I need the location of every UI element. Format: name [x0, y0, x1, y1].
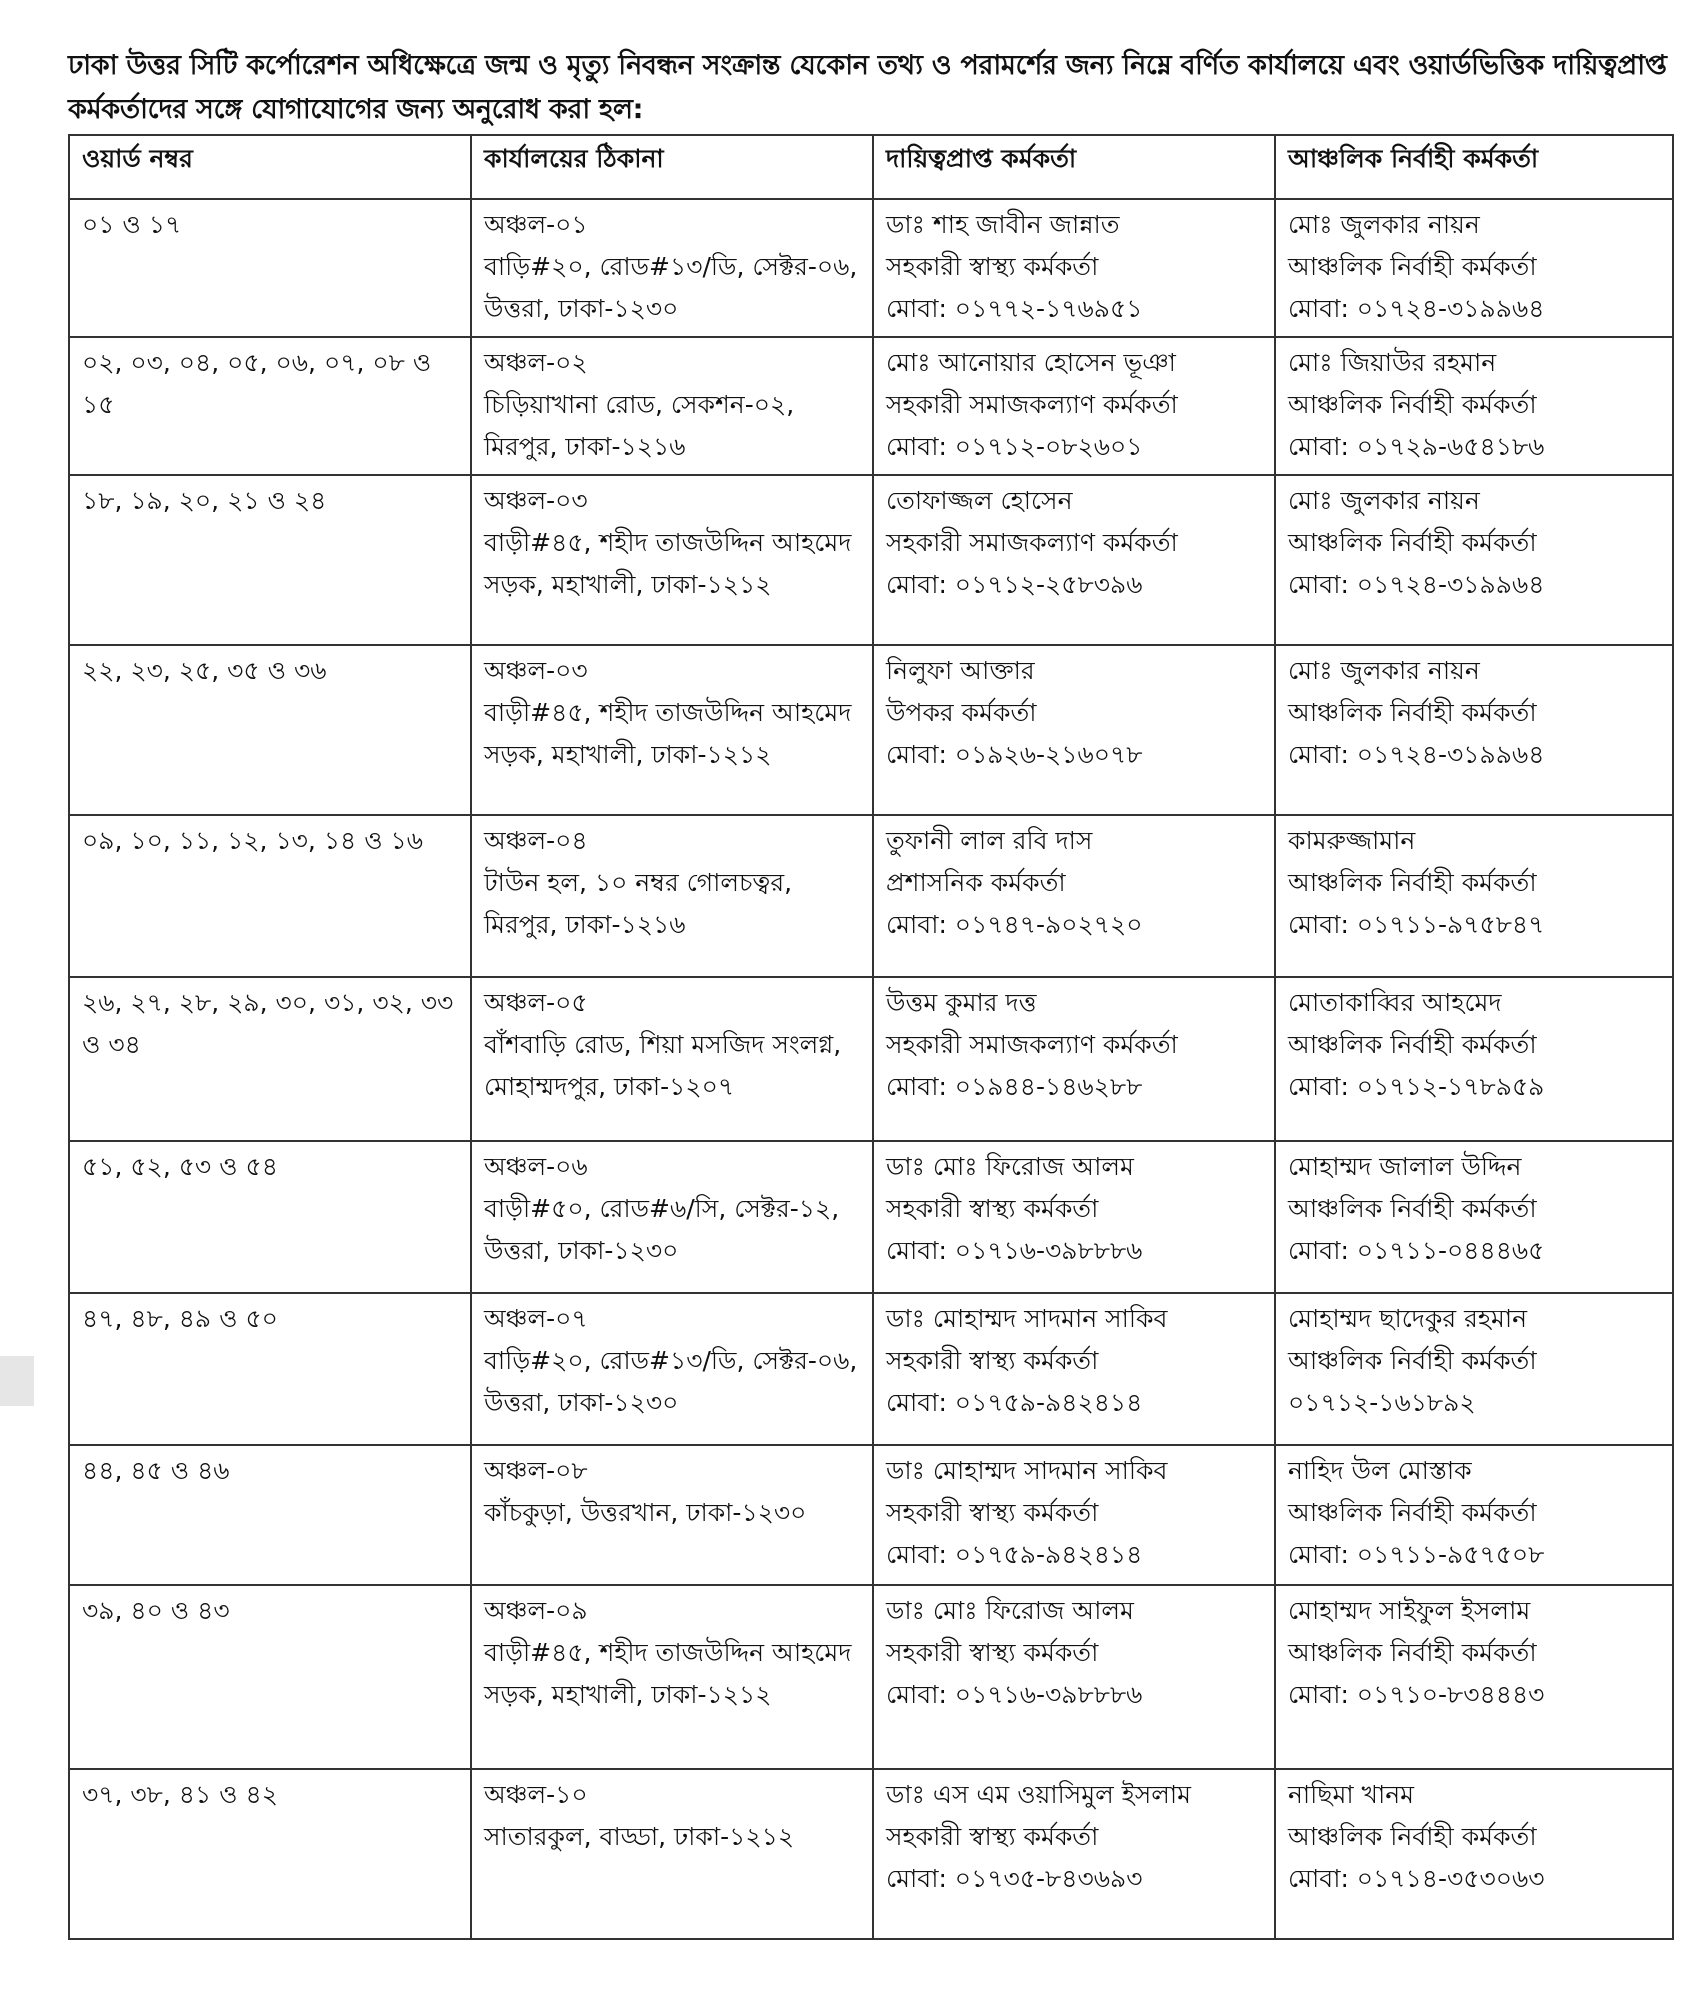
- responsible-officer-cell: [873, 1141, 1275, 1293]
- ward-numbers: ৩৭, ৩৮, ৪১ ও ৪২: [82, 1780, 278, 1809]
- zone-name: অঞ্চল-০৩: [484, 656, 588, 685]
- ward-numbers: ৪৪, ৪৫ ও ৪৬: [82, 1456, 230, 1485]
- officer-name: ডাঃ মোহাম্মদ সাদমান সাকিব: [886, 1456, 1168, 1485]
- responsible-officer-cell: [873, 1445, 1275, 1585]
- officer-designation: সহকারী স্বাস্থ্য কর্মকর্তা: [886, 1822, 1099, 1851]
- office-address-cell: [471, 337, 873, 475]
- ward-cell: [69, 1585, 471, 1769]
- table-row: [69, 977, 1673, 1141]
- officer-contact-table: [68, 134, 1674, 1940]
- ward-numbers: ০৯, ১০, ১১, ১২, ১৩, ১৪ ও ১৬: [82, 826, 424, 855]
- header-office-address: কার্যালয়ের ঠিকানা: [471, 135, 873, 199]
- executive-phone: মোবা: ০১৭১৪-৩৫৩০৬৩: [1288, 1864, 1545, 1893]
- header-ward-number: ওয়ার্ড নম্বর: [69, 135, 471, 199]
- office-address: বাড়ি#২০, রোড#১৩/ডি, সেক্টর-০৬, উত্তরা, ঢাকা-১২৩০: [484, 252, 858, 323]
- officer-phone: মোবা: ০১৭৩৫-৮৪৩৬৯৩: [886, 1864, 1143, 1893]
- zone-name: অঞ্চল-০৭: [484, 1304, 588, 1333]
- officer-name: ডাঃ শাহ জাবীন জান্নাত: [886, 210, 1120, 239]
- executive-name: মোঃ জুলকার নায়ন: [1288, 656, 1480, 685]
- responsible-officer-cell: [873, 1585, 1275, 1769]
- office-address: চিড়িয়াখানা রোড, সেকশন-০২, মিরপুর, ঢাকা-১২১৬: [484, 390, 795, 461]
- header-responsible-officer: দায়িত্বপ্রাপ্ত কর্মকর্তা: [873, 135, 1275, 199]
- officer-name: তোফাজ্জল হোসেন: [886, 486, 1073, 515]
- zone-name: অঞ্চল-০৩: [484, 486, 588, 515]
- ward-numbers: ৩৯, ৪০ ও ৪৩: [82, 1596, 230, 1625]
- executive-phone: মোবা: ০১৭২৪-৩১৯৯৬৪: [1288, 740, 1545, 769]
- executive-name: মোঃ জুলকার নায়ন: [1288, 210, 1480, 239]
- officer-phone: মোবা: ০১৯২৬-২১৬০৭৮: [886, 740, 1143, 769]
- ward-numbers: ৪৭, ৪৮, ৪৯ ও ৫০: [82, 1304, 278, 1333]
- ward-cell: [69, 475, 471, 645]
- regional-executive-cell: [1275, 475, 1673, 645]
- table-row: [69, 1445, 1673, 1585]
- executive-phone: মোবা: ০১৭২৪-৩১৯৯৬৪: [1288, 570, 1545, 599]
- officer-phone: মোবা: ০১৭৪৭-৯০২৭২০: [886, 910, 1143, 939]
- ward-cell: [69, 1293, 471, 1445]
- executive-designation: আঞ্চলিক নির্বাহী কর্মকর্তা: [1288, 390, 1537, 419]
- office-address: বাড়ি#২০, রোড#১৩/ডি, সেক্টর-০৬, উত্তরা, ঢাকা-১২৩০: [484, 1346, 858, 1417]
- ward-cell: [69, 1445, 471, 1585]
- office-address: কাঁচকুড়া, উত্তরখান, ঢাকা-১২৩০: [484, 1498, 807, 1527]
- table-row: [69, 199, 1673, 337]
- table-row: [69, 1293, 1673, 1445]
- table-row: [69, 1141, 1673, 1293]
- zone-name: অঞ্চল-০২: [484, 348, 588, 377]
- officer-designation: সহকারী সমাজকল্যাণ কর্মকর্তা: [886, 528, 1178, 557]
- officer-name: ডাঃ মোঃ ফিরোজ আলম: [886, 1152, 1134, 1181]
- officer-designation: সহকারী স্বাস্থ্য কর্মকর্তা: [886, 1194, 1099, 1223]
- office-address: বাড়ী#৪৫, শহীদ তাজউদ্দিন আহমেদ সড়ক, মহাখালী, ঢাকা-১২১২: [484, 698, 852, 769]
- executive-name: মোঃ জিয়াউর রহমান: [1288, 348, 1497, 377]
- ward-numbers: ১৮, ১৯, ২০, ২১ ও ২৪: [82, 486, 327, 515]
- office-address-cell: [471, 475, 873, 645]
- executive-designation: আঞ্চলিক নির্বাহী কর্মকর্তা: [1288, 1030, 1537, 1059]
- responsible-officer-cell: [873, 645, 1275, 815]
- officer-designation: সহকারী সমাজকল্যাণ কর্মকর্তা: [886, 390, 1178, 419]
- ward-cell: [69, 977, 471, 1141]
- officer-phone: মোবা: ০১৭১২-০৮২৬০১: [886, 432, 1143, 461]
- regional-executive-cell: [1275, 1445, 1673, 1585]
- regional-executive-cell: [1275, 645, 1673, 815]
- executive-designation: আঞ্চলিক নির্বাহী কর্মকর্তা: [1288, 1822, 1537, 1851]
- officer-designation: প্রশাসনিক কর্মকর্তা: [886, 868, 1066, 897]
- table-row: [69, 645, 1673, 815]
- table-row: [69, 475, 1673, 645]
- zone-name: অঞ্চল-১০: [484, 1780, 588, 1809]
- regional-executive-cell: [1275, 1293, 1673, 1445]
- ward-numbers: ২২, ২৩, ২৫, ৩৫ ও ৩৬: [82, 656, 327, 685]
- executive-name: মোঃ জুলকার নায়ন: [1288, 486, 1480, 515]
- executive-phone: মোবা: ০১৭১২-১৭৮৯৫৯: [1288, 1072, 1545, 1101]
- header-regional-executive: আঞ্চলিক নির্বাহী কর্মকর্তা: [1275, 135, 1673, 199]
- office-address: বাড়ী#৫০, রোড#৬/সি, সেক্টর-১২, উত্তরা, ঢাকা-১২৩০: [484, 1194, 840, 1265]
- office-address: সাতারকুল, বাড্ডা, ঢাকা-১২১২: [484, 1822, 795, 1851]
- executive-phone: ০১৭১২-১৬১৮৯২: [1288, 1388, 1476, 1417]
- executive-phone: মোবা: ০১৭১১-৯৫৭৫০৮: [1288, 1540, 1545, 1569]
- executive-phone: মোবা: ০১৭২৪-৩১৯৯৬৪: [1288, 294, 1545, 323]
- ward-cell: [69, 199, 471, 337]
- executive-designation: আঞ্চলিক নির্বাহী কর্মকর্তা: [1288, 252, 1537, 281]
- regional-executive-cell: [1275, 1141, 1673, 1293]
- office-address-cell: [471, 977, 873, 1141]
- regional-executive-cell: [1275, 199, 1673, 337]
- executive-designation: আঞ্চলিক নির্বাহী কর্মকর্তা: [1288, 1638, 1537, 1667]
- executive-designation: আঞ্চলিক নির্বাহী কর্মকর্তা: [1288, 1498, 1537, 1527]
- responsible-officer-cell: [873, 337, 1275, 475]
- table-body: [69, 199, 1673, 1939]
- executive-phone: মোবা: ০১৭১০-৮৩৪৪৪৩: [1288, 1680, 1545, 1709]
- officer-name: ডাঃ মোঃ ফিরোজ আলম: [886, 1596, 1134, 1625]
- regional-executive-cell: [1275, 977, 1673, 1141]
- ward-cell: [69, 815, 471, 977]
- responsible-officer-cell: [873, 1769, 1275, 1939]
- table-row: [69, 815, 1673, 977]
- office-address-cell: [471, 1769, 873, 1939]
- executive-name: মোহাম্মদ ছাদেকুর রহমান: [1288, 1304, 1528, 1333]
- executive-phone: মোবা: ০১৭২৯-৬৫৪১৮৬: [1288, 432, 1545, 461]
- ward-cell: [69, 1141, 471, 1293]
- officer-name: তুফানী লাল রবি দাস: [886, 826, 1093, 855]
- office-address: টাউন হল, ১০ নম্বর গোলচত্বর, মিরপুর, ঢাকা-১২১৬: [484, 868, 793, 939]
- officer-phone: মোবা: ০১৭৫৯-৯৪২৪১৪: [886, 1388, 1143, 1417]
- executive-designation: আঞ্চলিক নির্বাহী কর্মকর্তা: [1288, 1194, 1537, 1223]
- executive-name: নাছিমা খানম: [1288, 1780, 1415, 1809]
- responsible-officer-cell: [873, 199, 1275, 337]
- officer-name: ডাঃ মোহাম্মদ সাদমান সাকিব: [886, 1304, 1168, 1333]
- regional-executive-cell: [1275, 337, 1673, 475]
- office-address-cell: [471, 645, 873, 815]
- officer-designation: উপকর কর্মকর্তা: [886, 698, 1037, 727]
- officer-name: ডাঃ এস এম ওয়াসিমুল ইসলাম: [886, 1780, 1192, 1809]
- officer-phone: মোবা: ০১৭৭২-১৭৬৯৫১: [886, 294, 1143, 323]
- executive-phone: মোবা: ০১৭১১-০৪৪৪৬৫: [1288, 1236, 1545, 1265]
- regional-executive-cell: [1275, 1769, 1673, 1939]
- table-header-row: [69, 135, 1673, 199]
- executive-designation: আঞ্চলিক নির্বাহী কর্মকর্তা: [1288, 528, 1537, 557]
- zone-name: অঞ্চল-০৯: [484, 1596, 588, 1625]
- executive-name: মোহাম্মদ সাইফুল ইসলাম: [1288, 1596, 1531, 1625]
- officer-phone: মোবা: ০১৯৪৪-১৪৬২৮৮: [886, 1072, 1143, 1101]
- responsible-officer-cell: [873, 475, 1275, 645]
- intro-paragraph: ঢাকা উত্তর সিটি কর্পোরেশন অধিক্ষেত্রে জন্ম ও মৃত্যু নিবন্ধন সংক্রান্ত যেকোন তথ্য ও পরামর্শের জন্য নিম্নে বর্ণিত কার্যালয়ে এবং ওয়ার্ডভিত্তিক দায়িত্বপ্রাপ্ত কর্মকর্তাদের সঙ্গে যোগাযোগের জন্য অনুরোধ করা হল:: [68, 50, 1667, 125]
- executive-name: মোহাম্মদ জালাল উদ্দিন: [1288, 1152, 1522, 1181]
- office-address-cell: [471, 1585, 873, 1769]
- executive-designation: আঞ্চলিক নির্বাহী কর্মকর্তা: [1288, 698, 1537, 727]
- ward-numbers: ৫১, ৫২, ৫৩ ও ৫৪: [82, 1152, 278, 1181]
- office-address-cell: [471, 815, 873, 977]
- zone-name: অঞ্চল-০৫: [484, 988, 588, 1017]
- officer-name: উত্তম কুমার দত্ত: [886, 988, 1037, 1017]
- regional-executive-cell: [1275, 1585, 1673, 1769]
- officer-designation: সহকারী স্বাস্থ্য কর্মকর্তা: [886, 252, 1099, 281]
- ward-cell: [69, 337, 471, 475]
- officer-phone: মোবা: ০১৭১২-২৫৮৩৯৬: [886, 570, 1143, 599]
- zone-name: অঞ্চল-০৬: [484, 1152, 588, 1181]
- office-address: বাঁশবাড়ি রোড, শিয়া মসজিদ সংলগ্ন, মোহাম্মদপুর, ঢাকা-১২০৭: [484, 1030, 842, 1101]
- table-row: [69, 337, 1673, 475]
- office-address-cell: [471, 199, 873, 337]
- scroll-handle[interactable]: [0, 1356, 34, 1406]
- ward-cell: [69, 1769, 471, 1939]
- ward-cell: [69, 645, 471, 815]
- responsible-officer-cell: [873, 815, 1275, 977]
- officer-designation: সহকারী সমাজকল্যাণ কর্মকর্তা: [886, 1030, 1178, 1059]
- regional-executive-cell: [1275, 815, 1673, 977]
- executive-name: কামরুজ্জামান: [1288, 826, 1416, 855]
- officer-designation: সহকারী স্বাস্থ্য কর্মকর্তা: [886, 1638, 1099, 1667]
- ward-numbers: ০২, ০৩, ০৪, ০৫, ০৬, ০৭, ০৮ ও ১৫: [82, 348, 432, 419]
- office-address: বাড়ী#৪৫, শহীদ তাজউদ্দিন আহমেদ সড়ক, মহাখালী, ঢাকা-১২১২: [484, 528, 852, 599]
- table-row: [69, 1769, 1673, 1939]
- table-row: [69, 1585, 1673, 1769]
- ward-numbers: ০১ ও ১৭: [82, 210, 182, 239]
- executive-name: মোতাকাব্বির আহমেদ: [1288, 988, 1502, 1017]
- office-address: বাড়ী#৪৫, শহীদ তাজউদ্দিন আহমেদ সড়ক, মহাখালী, ঢাকা-১২১২: [484, 1638, 852, 1709]
- zone-name: অঞ্চল-০৮: [484, 1456, 588, 1485]
- officer-designation: সহকারী স্বাস্থ্য কর্মকর্তা: [886, 1498, 1099, 1527]
- zone-name: অঞ্চল-০১: [484, 210, 588, 239]
- office-address-cell: [471, 1293, 873, 1445]
- executive-designation: আঞ্চলিক নির্বাহী কর্মকর্তা: [1288, 1346, 1537, 1375]
- ward-numbers: ২৬, ২৭, ২৮, ২৯, ৩০, ৩১, ৩২, ৩৩ ও ৩৪: [82, 988, 454, 1059]
- office-address-cell: [471, 1445, 873, 1585]
- responsible-officer-cell: [873, 1293, 1275, 1445]
- executive-phone: মোবা: ০১৭১১-৯৭৫৮৪৭: [1288, 910, 1545, 939]
- zone-name: অঞ্চল-০৪: [484, 826, 588, 855]
- officer-name: মোঃ আনোয়ার হোসেন ভূঞা: [886, 348, 1176, 377]
- executive-designation: আঞ্চলিক নির্বাহী কর্মকর্তা: [1288, 868, 1537, 897]
- officer-designation: সহকারী স্বাস্থ্য কর্মকর্তা: [886, 1346, 1099, 1375]
- executive-name: নাহিদ উল মোস্তাক: [1288, 1456, 1472, 1485]
- officer-phone: মোবা: ০১৭১৬-৩৯৮৮৮৬: [886, 1680, 1143, 1709]
- officer-name: নিলুফা আক্তার: [886, 656, 1035, 685]
- responsible-officer-cell: [873, 977, 1275, 1141]
- officer-phone: মোবা: ০১৭১৬-৩৯৮৮৮৬: [886, 1236, 1143, 1265]
- office-address-cell: [471, 1141, 873, 1293]
- officer-phone: মোবা: ০১৭৫৯-৯৪২৪১৪: [886, 1540, 1143, 1569]
